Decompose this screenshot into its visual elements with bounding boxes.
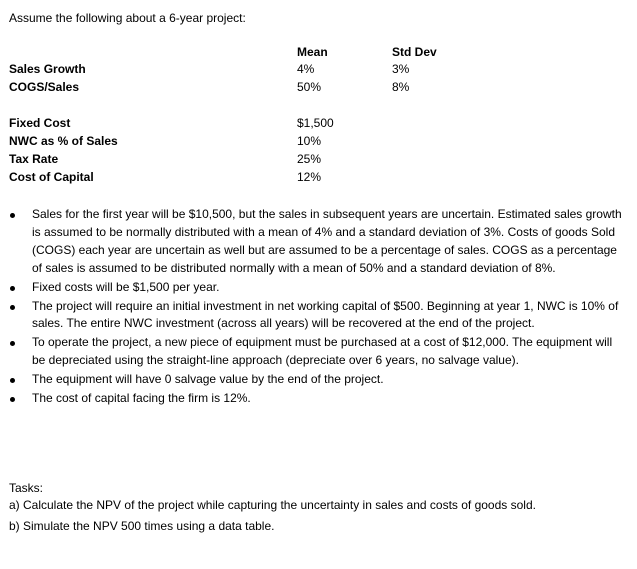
row-mean-cogs-sales: 50% — [297, 80, 322, 94]
mean-header: Mean — [297, 45, 328, 59]
row-label-cost-of-capital: Cost of Capital — [9, 170, 94, 184]
assumption-bullets — [9, 206, 627, 408]
task-a: a) Calculate the NPV of the project while capturing the uncertainty in sales and costs of goods sold. — [9, 498, 536, 512]
row-std-cogs-sales: 8% — [392, 80, 410, 94]
bullet-item: The cost of capital facing the firm is 12%. — [9, 390, 627, 408]
row-label-nwc: NWC as % of Sales — [9, 134, 118, 148]
bullet-item: The project will require an initial investment in net working capital of $500. Beginning at year 1, NWC is 10% of sales. The entire NWC investment (across all years) will be recovered at the end of the project. — [9, 298, 627, 334]
bullet-item: To operate the project, a new piece of equipment must be purchased at a cost of $12,000. The equipment will be depreciated using the straight-line approach (depreciate over 6 years, no salvage value). — [9, 334, 627, 370]
row-mean-fixed-cost: $1,500 — [297, 116, 334, 130]
row-label-fixed-cost: Fixed Cost — [9, 116, 71, 130]
row-label-cogs-sales: COGS/Sales — [9, 80, 80, 94]
row-std-sales-growth: 3% — [392, 62, 410, 76]
bullet-item: Sales for the first year will be $10,500, but the sales in subsequent years are uncertain. Estimated sales growth is assumed to be normally distributed with a mean of 4% and a standard deviation of 3%. Costs of goods Sold (COGS) each year are uncertain as well but are assumed to be a percentage of sales. COGS as a percentage of sales is assumed to be distributed normally with a mean of 50% and a standard deviation of 8%. — [9, 206, 627, 278]
row-label-sales-growth: Sales Growth — [9, 62, 86, 76]
std-dev-header: Std Dev — [392, 45, 437, 59]
row-mean-cost-of-capital: 12% — [297, 170, 322, 184]
row-mean-tax-rate: 25% — [297, 152, 322, 166]
row-mean-nwc: 10% — [297, 134, 322, 148]
bullet-item: The equipment will have 0 salvage value by the end of the project. — [9, 371, 627, 389]
intro-text: Assume the following about a 6-year project: — [9, 11, 246, 25]
bullet-item: Fixed costs will be $1,500 per year. — [9, 279, 627, 297]
row-label-tax-rate: Tax Rate — [9, 152, 59, 166]
task-b: b) Simulate the NPV 500 times using a data table. — [9, 519, 275, 533]
tasks-heading: Tasks: — [9, 481, 44, 495]
row-mean-sales-growth: 4% — [297, 62, 315, 76]
